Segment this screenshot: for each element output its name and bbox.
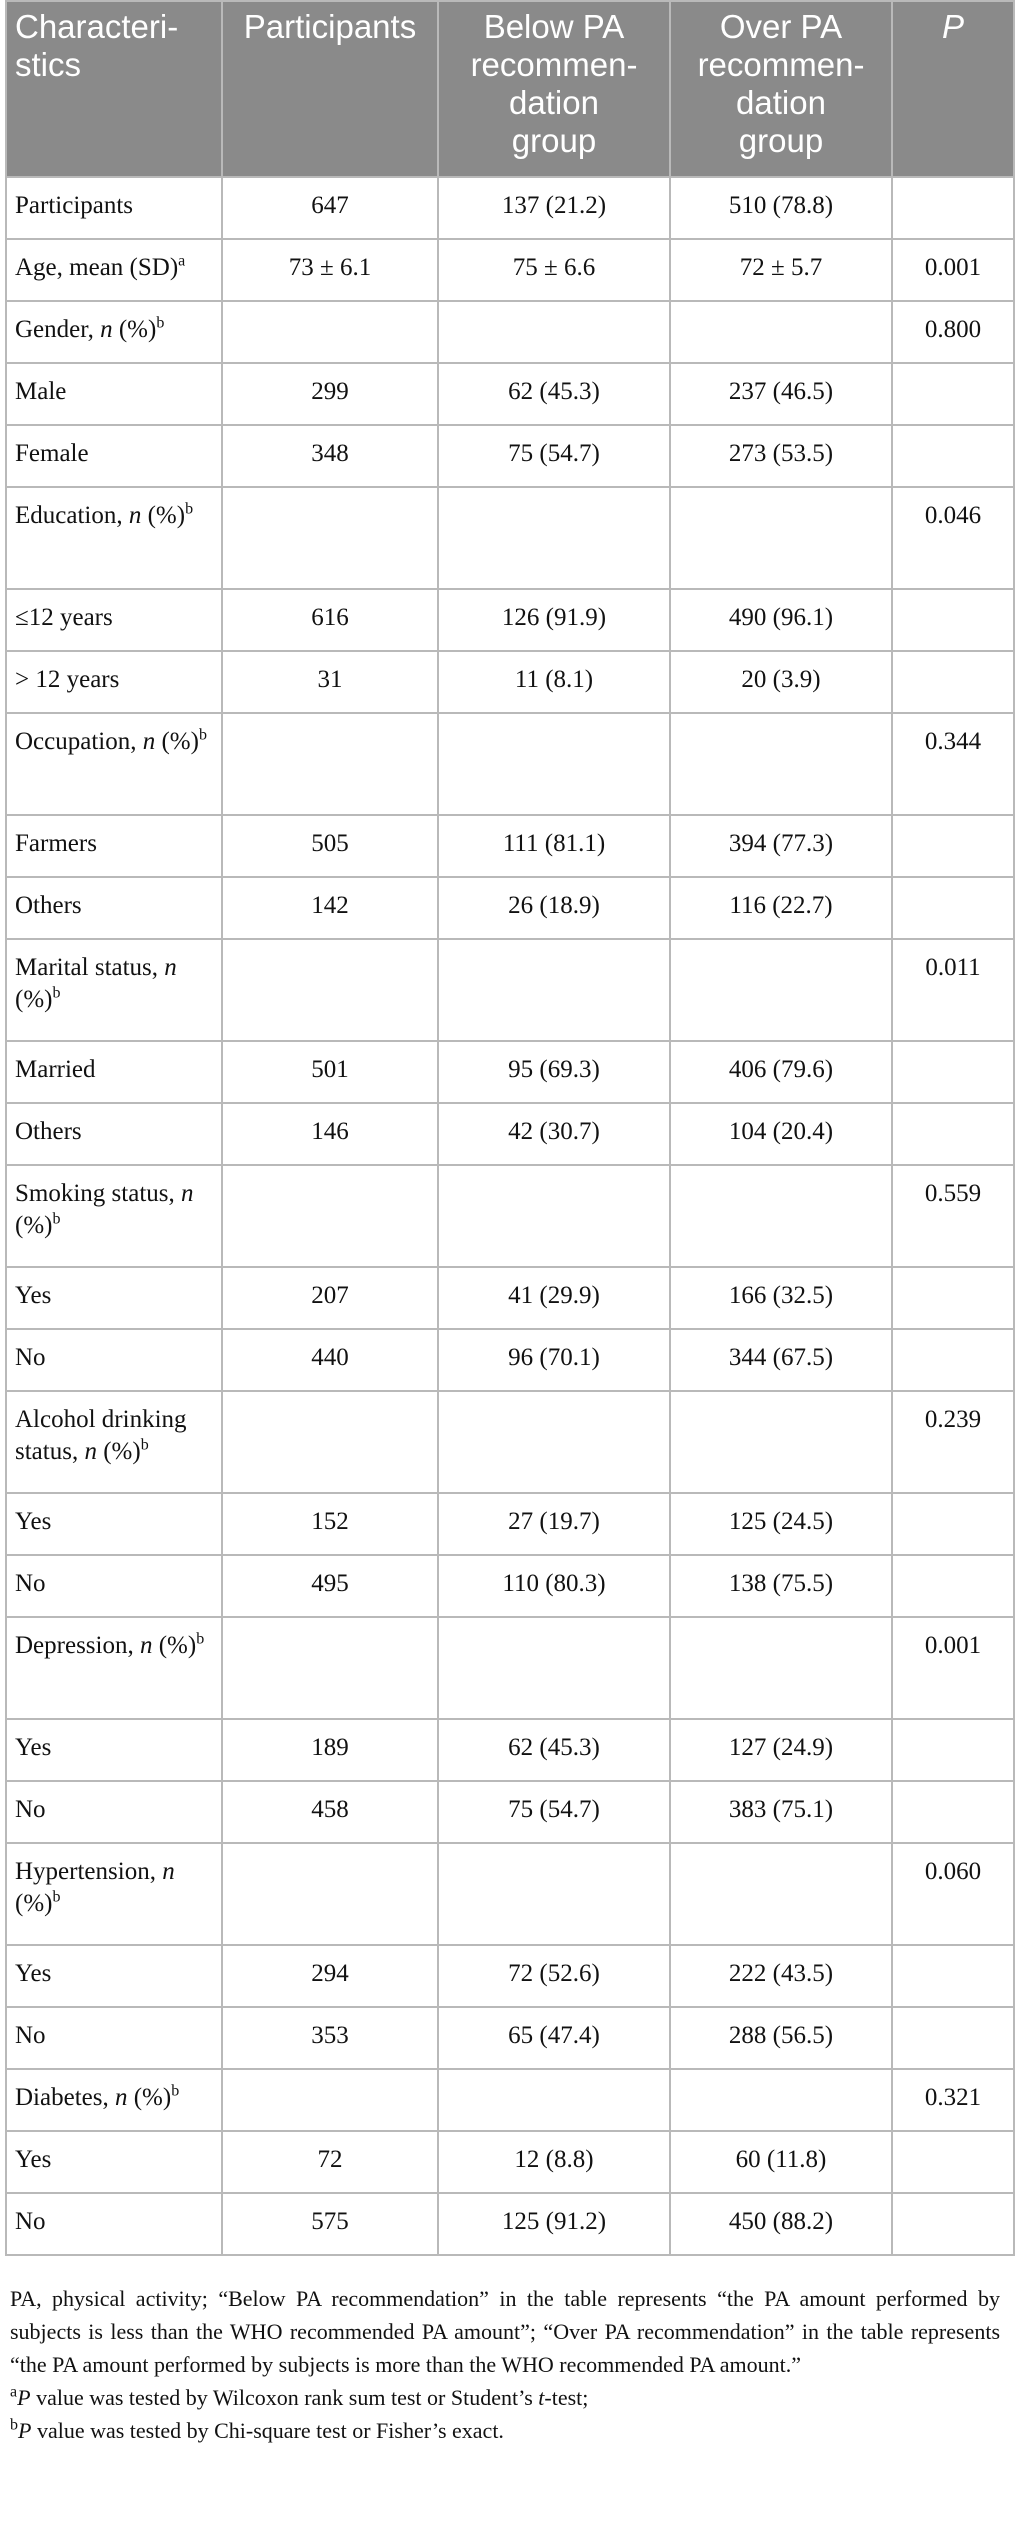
row-below [438, 301, 670, 363]
row-over: 510 (78.8) [670, 177, 892, 239]
row-over [670, 1391, 892, 1493]
row-characteristic: Female [6, 425, 222, 487]
row-below: 62 (45.3) [438, 363, 670, 425]
row-characteristic: No [6, 1329, 222, 1391]
row-participants: 440 [222, 1329, 438, 1391]
row-below: 26 (18.9) [438, 877, 670, 939]
row-over: 383 (75.1) [670, 1781, 892, 1843]
table-row [6, 2131, 1014, 2193]
row-p-value [892, 2007, 1014, 2069]
row-participants: 458 [222, 1781, 438, 1843]
row-characteristic: Smoking status, n (%)$^b$ [6, 1165, 222, 1267]
row-characteristic: Yes [6, 1267, 222, 1329]
row-characteristic: No [6, 1781, 222, 1843]
row-below: 12 (8.8) [438, 2131, 670, 2193]
header-characteristics: Characteri- stics [6, 1, 222, 177]
row-below: 65 (47.4) [438, 2007, 670, 2069]
row-below: 75 (54.7) [438, 1781, 670, 1843]
row-participants: 616 [222, 589, 438, 651]
row-p-value: 0.001 [892, 239, 1014, 301]
row-participants: 575 [222, 2193, 438, 2255]
table-row [6, 1843, 1014, 1945]
row-characteristic: Participants [6, 177, 222, 239]
table-row [6, 1103, 1014, 1165]
row-over: 344 (67.5) [670, 1329, 892, 1391]
table-row [6, 1041, 1014, 1103]
table-row [6, 1781, 1014, 1843]
header-participants: Participants [222, 1, 438, 177]
row-participants: 647 [222, 177, 438, 239]
table-row [6, 651, 1014, 713]
row-over: 116 (22.7) [670, 877, 892, 939]
row-participants: 294 [222, 1945, 438, 2007]
row-participants [222, 1391, 438, 1493]
footnote-b: $^b$P value was tested by Chi-square test or Fisher’s exact. [10, 2416, 504, 2443]
row-below: 95 (69.3) [438, 1041, 670, 1103]
row-participants: 152 [222, 1493, 438, 1555]
row-p-value: 0.046 [892, 487, 1014, 589]
table-row [6, 1391, 1014, 1493]
row-over [670, 939, 892, 1041]
row-over: 237 (46.5) [670, 363, 892, 425]
row-characteristic: Age, mean (SD)$^a$ [6, 239, 222, 301]
row-below [438, 1391, 670, 1493]
row-below: 75 (54.7) [438, 425, 670, 487]
row-participants [222, 1165, 438, 1267]
table-row [6, 589, 1014, 651]
row-p-value: 0.060 [892, 1843, 1014, 1945]
row-p-value [892, 1267, 1014, 1329]
row-over: 104 (20.4) [670, 1103, 892, 1165]
row-over: 222 (43.5) [670, 1945, 892, 2007]
row-p-value [892, 1041, 1014, 1103]
row-p-value: 0.800 [892, 301, 1014, 363]
row-p-value [892, 1719, 1014, 1781]
row-below: 72 (52.6) [438, 1945, 670, 2007]
row-below: 110 (80.3) [438, 1555, 670, 1617]
row-characteristic: Others [6, 1103, 222, 1165]
row-below: 125 (91.2) [438, 2193, 670, 2255]
row-participants: 73 ± 6.1 [222, 239, 438, 301]
footnote-abbreviations: PA, physical activity; “Below PA recommendation” in the table represents “the PA amount performed by subjects is less than the WHO recommended PA amount”; “Over PA recommendation” in the table represents “the PA amount performed by subjects is more than the WHO recommended PA amount.” [10, 2286, 1000, 2377]
row-over: 166 (32.5) [670, 1267, 892, 1329]
row-participants: 299 [222, 363, 438, 425]
row-participants [222, 2069, 438, 2131]
table-row [6, 363, 1014, 425]
row-p-value: 0.239 [892, 1391, 1014, 1493]
row-p-value: 0.321 [892, 2069, 1014, 2131]
table-header-row [6, 1, 1014, 177]
row-over [670, 301, 892, 363]
row-p-value [892, 651, 1014, 713]
row-p-value [892, 425, 1014, 487]
row-below [438, 1843, 670, 1945]
table-body [6, 177, 1014, 2255]
row-characteristic: Alcohol drinking status, n (%)$^b$ [6, 1391, 222, 1493]
table-row [6, 939, 1014, 1041]
row-below: 27 (19.7) [438, 1493, 670, 1555]
table-row [6, 1267, 1014, 1329]
row-over [670, 1617, 892, 1719]
row-over: 125 (24.5) [670, 1493, 892, 1555]
row-below [438, 939, 670, 1041]
row-over [670, 487, 892, 589]
row-characteristic: Male [6, 363, 222, 425]
table-row [6, 1329, 1014, 1391]
row-below: 75 ± 6.6 [438, 239, 670, 301]
row-below [438, 487, 670, 589]
row-characteristic: ≤12 years [6, 589, 222, 651]
row-below: 96 (70.1) [438, 1329, 670, 1391]
row-characteristic: Occupation, n (%)$^b$ [6, 713, 222, 815]
table-row [6, 487, 1014, 589]
table-row [6, 1493, 1014, 1555]
row-participants [222, 301, 438, 363]
row-characteristic: Gender, n (%)$^b$ [6, 301, 222, 363]
table-row [6, 815, 1014, 877]
row-below: 42 (30.7) [438, 1103, 670, 1165]
row-participants: 505 [222, 815, 438, 877]
row-participants: 501 [222, 1041, 438, 1103]
row-over [670, 713, 892, 815]
row-p-value [892, 1493, 1014, 1555]
table-row [6, 239, 1014, 301]
row-over: 60 (11.8) [670, 2131, 892, 2193]
row-participants [222, 1617, 438, 1719]
row-p-value: 0.344 [892, 713, 1014, 815]
row-p-value: 0.001 [892, 1617, 1014, 1719]
row-over [670, 1165, 892, 1267]
row-over: 450 (88.2) [670, 2193, 892, 2255]
row-characteristic: Others [6, 877, 222, 939]
row-below [438, 1165, 670, 1267]
characteristics-table [5, 0, 1015, 2256]
table-row [6, 2193, 1014, 2255]
row-below [438, 2069, 670, 2131]
row-characteristic: Married [6, 1041, 222, 1103]
row-below: 62 (45.3) [438, 1719, 670, 1781]
row-below: 137 (21.2) [438, 177, 670, 239]
row-participants: 348 [222, 425, 438, 487]
table-row [6, 877, 1014, 939]
table-row [6, 1945, 1014, 2007]
table-row [6, 1617, 1014, 1719]
row-participants: 72 [222, 2131, 438, 2193]
row-p-value [892, 363, 1014, 425]
row-p-value [892, 815, 1014, 877]
row-participants: 31 [222, 651, 438, 713]
table-row [6, 301, 1014, 363]
table-row [6, 1555, 1014, 1617]
row-characteristic: No [6, 1555, 222, 1617]
row-participants: 495 [222, 1555, 438, 1617]
row-p-value [892, 2131, 1014, 2193]
table-row [6, 2069, 1014, 2131]
row-characteristic: Diabetes, n (%)$^b$ [6, 2069, 222, 2131]
row-over: 406 (79.6) [670, 1041, 892, 1103]
row-characteristic: Education, n (%)$^b$ [6, 487, 222, 589]
row-over: 138 (75.5) [670, 1555, 892, 1617]
table-row [6, 425, 1014, 487]
row-characteristic: Yes [6, 2131, 222, 2193]
row-characteristic: Yes [6, 1719, 222, 1781]
row-over: 20 (3.9) [670, 651, 892, 713]
row-over: 72 ± 5.7 [670, 239, 892, 301]
row-over: 490 (96.1) [670, 589, 892, 651]
row-characteristic: Depression, n (%)$^b$ [6, 1617, 222, 1719]
row-participants [222, 713, 438, 815]
row-participants: 207 [222, 1267, 438, 1329]
row-below: 41 (29.9) [438, 1267, 670, 1329]
row-below: 11 (8.1) [438, 651, 670, 713]
row-participants: 189 [222, 1719, 438, 1781]
row-over [670, 2069, 892, 2131]
row-over: 127 (24.9) [670, 1719, 892, 1781]
row-participants: 353 [222, 2007, 438, 2069]
row-p-value [892, 589, 1014, 651]
row-over [670, 1843, 892, 1945]
row-below [438, 1617, 670, 1719]
table-row [6, 177, 1014, 239]
row-below [438, 713, 670, 815]
row-below: 111 (81.1) [438, 815, 670, 877]
row-characteristic: Yes [6, 1493, 222, 1555]
row-characteristic: > 12 years [6, 651, 222, 713]
footnote-a: $^a$P value was tested by Wilcoxon rank sum test or Student’s t-test; [10, 2383, 589, 2410]
row-characteristic: No [6, 2193, 222, 2255]
row-characteristic: Yes [6, 1945, 222, 2007]
header-p: P [892, 1, 1014, 177]
row-participants: 146 [222, 1103, 438, 1165]
row-p-value [892, 1555, 1014, 1617]
row-characteristic: Marital status, n (%)$^b$ [6, 939, 222, 1041]
row-over: 273 (53.5) [670, 425, 892, 487]
header-below: Below PA recommen- dation group [438, 1, 670, 177]
row-characteristic: No [6, 2007, 222, 2069]
table-row [6, 713, 1014, 815]
row-p-value [892, 1103, 1014, 1165]
row-p-value: 0.011 [892, 939, 1014, 1041]
row-p-value [892, 1329, 1014, 1391]
row-participants [222, 487, 438, 589]
row-characteristic: Farmers [6, 815, 222, 877]
row-participants [222, 1843, 438, 1945]
row-p-value [892, 2193, 1014, 2255]
row-p-value: 0.559 [892, 1165, 1014, 1267]
row-p-value [892, 177, 1014, 239]
table-row [6, 1719, 1014, 1781]
row-characteristic: Hypertension, n (%)$^b$ [6, 1843, 222, 1945]
table-footnotes [10, 2282, 1000, 2447]
row-over: 394 (77.3) [670, 815, 892, 877]
row-p-value [892, 877, 1014, 939]
row-participants: 142 [222, 877, 438, 939]
row-p-value [892, 1781, 1014, 1843]
row-participants [222, 939, 438, 1041]
row-p-value [892, 1945, 1014, 2007]
header-over: Over PA recommen- dation group [670, 1, 892, 177]
row-over: 288 (56.5) [670, 2007, 892, 2069]
table-row [6, 2007, 1014, 2069]
row-below: 126 (91.9) [438, 589, 670, 651]
table-row [6, 1165, 1014, 1267]
